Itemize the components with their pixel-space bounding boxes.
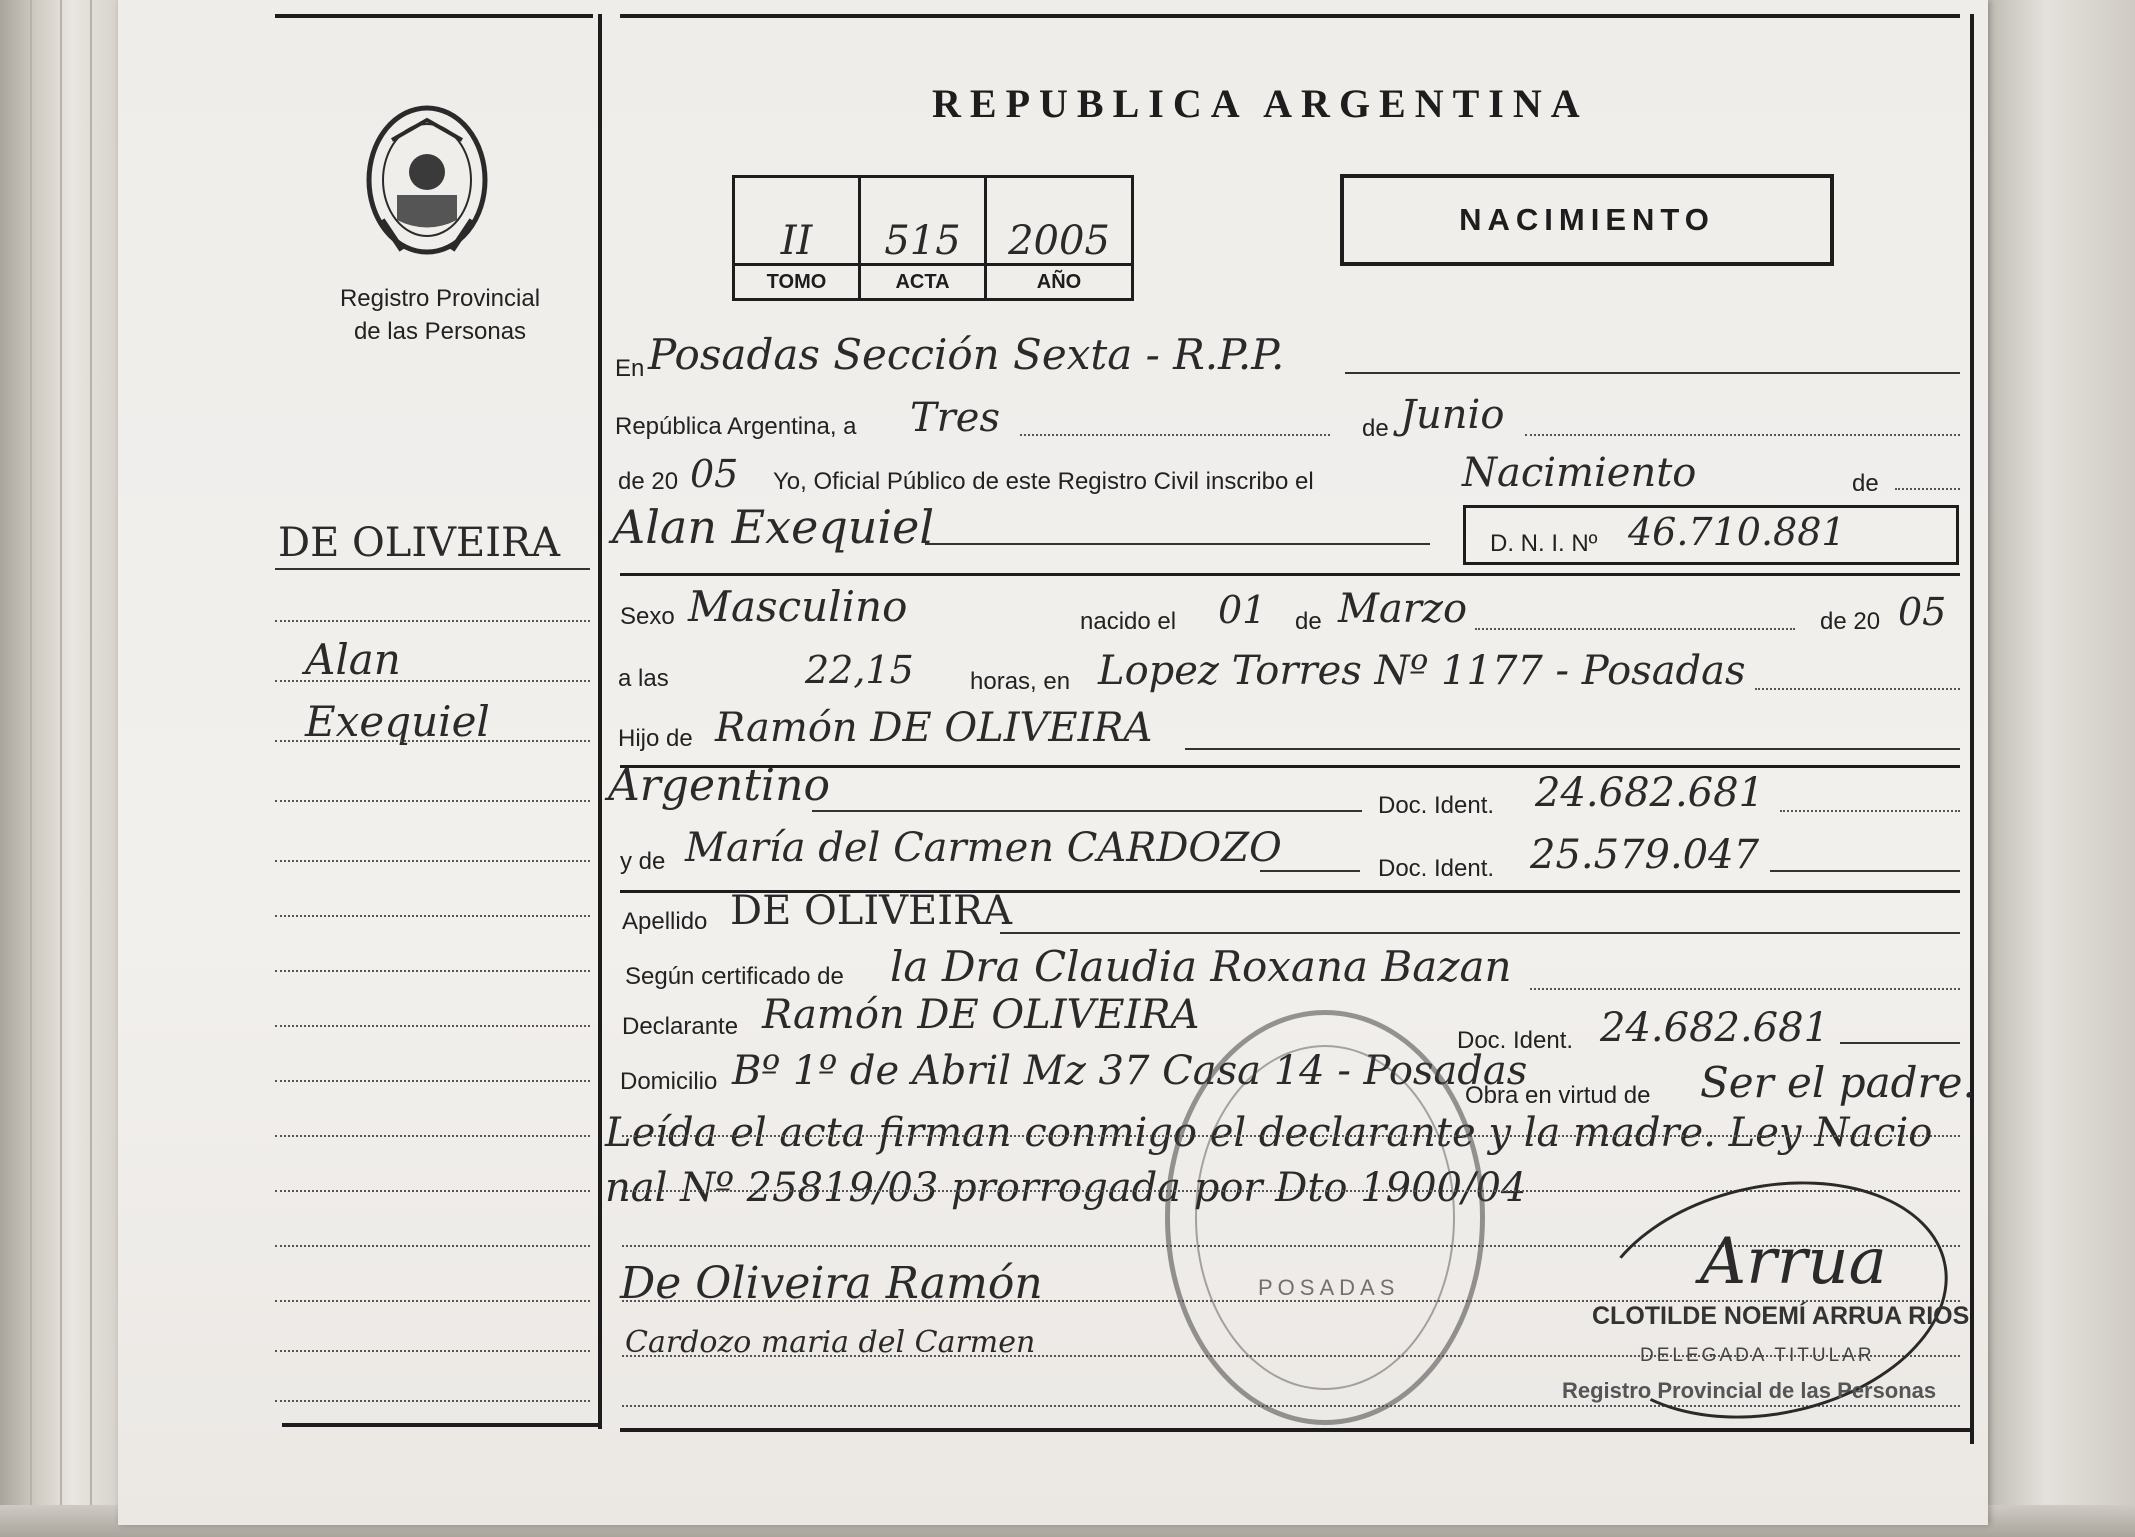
page-edge-line <box>60 0 62 1537</box>
doc-label-2: Doc. Ident. <box>1378 855 1495 882</box>
line-rule <box>1345 372 1960 374</box>
margin-dotted-line <box>275 1025 590 1027</box>
registry-table-separator <box>732 263 1134 266</box>
line-rule <box>1840 1042 1960 1044</box>
year-suffix-value: 05 <box>690 452 739 496</box>
hour-value: 22,15 <box>805 648 914 692</box>
birth-year-value: 05 <box>1898 590 1947 634</box>
father-nationality: Argentino <box>608 760 830 811</box>
mother-doc-value: 25.579.047 <box>1530 832 1760 878</box>
acta-label: ACTA <box>895 271 950 293</box>
note-line-2: nal Nº 25819/03 prorrogada por Dto 1900/04 <box>605 1165 1527 1211</box>
de2-label: de <box>1852 470 1879 497</box>
hijo-label: Hijo de <box>618 725 693 752</box>
line-rule <box>1770 870 1960 872</box>
line-rule <box>1020 434 1330 436</box>
provincial-seal-icon <box>362 100 492 255</box>
doc-label: Doc. Ident. <box>1378 792 1495 819</box>
father-name: Ramón DE OLIVEIRA <box>715 705 1153 751</box>
line-rule <box>1780 810 1960 812</box>
line-rule <box>925 543 1430 545</box>
father-doc-value: 24.682.681 <box>1535 770 1765 816</box>
yo-text: Yo, Oficial Público de este Registro Civil inscribo el <box>773 468 1314 495</box>
margin-dotted-line <box>275 740 590 742</box>
acta-cell <box>861 178 987 298</box>
line-rule <box>1260 870 1360 872</box>
segun-label: Según certificado de <box>625 963 844 990</box>
note-line-1: Leída el acta firman conmigo el declarante y la madre. Ley Nacio <box>605 1110 1933 1156</box>
margin-name2: Exequiel <box>305 697 490 746</box>
month-value: Junio <box>1400 392 1505 438</box>
horas-label: horas, en <box>970 668 1071 695</box>
yde-label: y de <box>620 848 666 875</box>
margin-dotted-line <box>275 800 590 802</box>
page-edge-line <box>30 0 32 1537</box>
child-name: Alan Exequiel <box>612 500 935 554</box>
top-rule-left <box>275 14 593 18</box>
declarante-value: Ramón DE OLIVEIRA <box>762 992 1200 1038</box>
en-label: En <box>615 355 645 382</box>
line-rule <box>812 810 1362 812</box>
official-name: CLOTILDE NOEMÍ ARRUA RIOS <box>1592 1302 1970 1330</box>
registro-name-line1: Registro Provincial <box>339 285 541 312</box>
margin-dotted-line <box>275 860 590 862</box>
sexo-value: Masculino <box>688 582 908 631</box>
event-value: Nacimiento <box>1462 450 1697 496</box>
margin-dotted-line <box>275 1190 590 1192</box>
domicilio-label: Domicilio <box>620 1068 718 1095</box>
line-rule <box>1525 434 1960 436</box>
document-title: REPUBLICA ARGENTINA <box>932 81 1589 126</box>
alas-label: a las <box>618 665 669 692</box>
bottom-rule-right <box>620 1428 1972 1432</box>
margin-name1: Alan <box>305 635 401 684</box>
obra-label: Obra en virtud de <box>1465 1082 1651 1109</box>
registro-name-line2: de las Personas <box>353 318 527 345</box>
official-role: DELEGADA TITULAR <box>1640 1345 1875 1366</box>
margin-dotted-line <box>275 680 590 682</box>
tomo-value: II <box>780 218 813 264</box>
line-rule <box>1475 628 1795 630</box>
page-edge-line <box>90 0 92 1537</box>
line-rule <box>1755 688 1960 690</box>
margin-rule <box>275 568 590 570</box>
bottom-rule-left <box>282 1423 598 1427</box>
apellido-value: DE OLIVEIRA <box>730 888 1013 934</box>
en-value: Posadas Sección Sexta - R.P.P. <box>648 330 1285 379</box>
obra-value: Ser el padre. <box>1700 1058 1976 1107</box>
declarante-label: Declarante <box>622 1013 739 1040</box>
declarante-doc-value: 24.682.681 <box>1600 1005 1830 1051</box>
stamp-city: POSADAS <box>1258 1275 1400 1300</box>
ano-value: 2005 <box>1008 218 1110 264</box>
margin-dotted-line <box>275 620 590 622</box>
place-value: Lopez Torres Nº 1177 - Posadas <box>1098 648 1746 694</box>
domicilio-value: Bº 1º de Abril Mz 37 Casa 14 - Posadas <box>732 1048 1528 1094</box>
margin-dotted-line <box>275 1400 590 1402</box>
mother-name: María del Carmen CARDOZO <box>685 825 1282 871</box>
top-rule-right <box>620 14 1960 18</box>
ano-cell <box>987 178 1131 298</box>
apellido-label: Apellido <box>622 908 708 935</box>
margin-dotted-line <box>275 1350 590 1352</box>
line-rule <box>1000 932 1960 934</box>
de-label: de <box>1362 415 1389 442</box>
nacido-label: nacido el <box>1080 608 1177 635</box>
margin-dotted-line <box>275 1135 590 1137</box>
de3-label: de <box>1295 608 1322 635</box>
column-divider <box>598 14 602 1429</box>
certificado-value: la Dra Claudia Roxana Bazan <box>890 942 1512 991</box>
declarante-signature: De Oliveira Ramón <box>620 1258 1043 1309</box>
margin-surname: DE OLIVEIRA <box>278 520 561 566</box>
dni-label: D. N. I. Nº <box>1490 530 1598 557</box>
registry-number-table <box>732 175 1134 301</box>
margin-dotted-line <box>275 1245 590 1247</box>
margin-dotted-line <box>275 970 590 972</box>
birth-month-value: Marzo <box>1338 586 1468 632</box>
de20-label: de 20 <box>1820 608 1881 635</box>
binder-right-edge <box>1985 0 2135 1537</box>
dni-value: 46.710.881 <box>1628 510 1846 554</box>
line-rule <box>1185 748 1960 750</box>
act-type: NACIMIENTO <box>1459 202 1715 237</box>
doc-label-3: Doc. Ident. <box>1457 1027 1574 1054</box>
margin-dotted-line <box>275 915 590 917</box>
year-prefix-label: de 20 <box>618 468 679 495</box>
mother-signature: Cardozo maria del Carmen <box>625 1325 1036 1360</box>
tomo-cell <box>735 178 861 298</box>
tomo-label: TOMO <box>766 271 827 293</box>
acta-value: 515 <box>884 218 961 264</box>
day-value: Tres <box>910 395 1000 441</box>
official-signature: Arrua <box>1700 1225 1887 1299</box>
birth-day-value: 01 <box>1218 588 1267 632</box>
line-rule <box>1530 988 1960 990</box>
official-org: Registro Provincial de las Personas <box>1562 1378 1937 1403</box>
official-stamp-inner-ring <box>1195 1045 1455 1390</box>
ano-label: AÑO <box>1036 271 1082 293</box>
line-rule <box>1895 488 1960 490</box>
margin-dotted-line <box>275 1300 590 1302</box>
section-rule <box>620 573 1960 576</box>
republica-label: República Argentina, a <box>615 413 857 440</box>
margin-dotted-line <box>275 1080 590 1082</box>
right-border <box>1970 14 1974 1444</box>
act-type-box <box>1340 174 1834 266</box>
sexo-label: Sexo <box>620 603 675 630</box>
